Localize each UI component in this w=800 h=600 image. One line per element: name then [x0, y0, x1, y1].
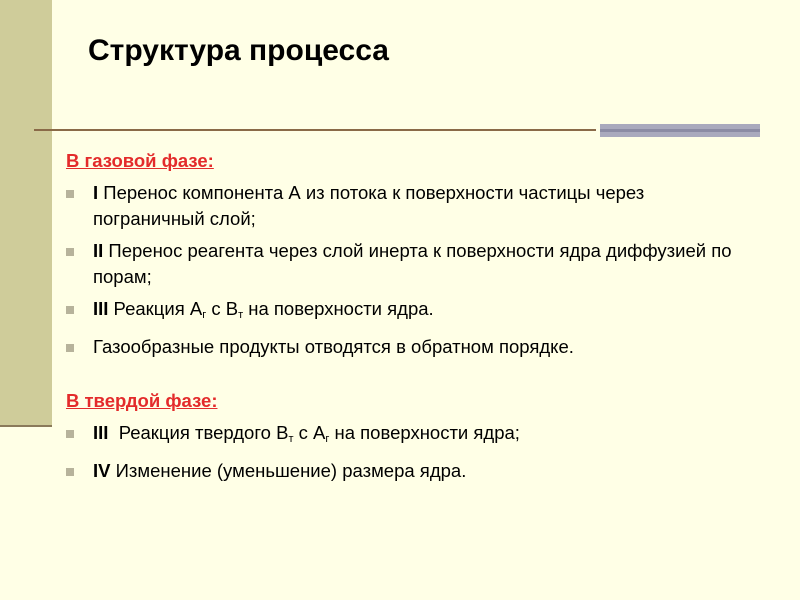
gas-phase-list [66, 180, 756, 360]
gas-phase-heading: В газовой фазе: [66, 150, 214, 171]
square-bullet-icon [66, 344, 74, 352]
slide-title: Структура процесса [88, 34, 389, 67]
square-bullet-icon [66, 190, 74, 198]
title-divider-accent [600, 124, 760, 137]
step-text-part: Реакция А [108, 298, 203, 319]
step-number: III [93, 422, 109, 443]
step-text-part: на поверхности ядра; [329, 422, 520, 443]
step-text: Газообразные продукты отводятся в обратном порядке. [93, 336, 574, 357]
list-item [66, 238, 756, 290]
step-text: Перенос компонента А из потока к поверхности частицы через пограничный слой; [93, 182, 645, 229]
square-bullet-icon [66, 430, 74, 438]
list-item [66, 296, 756, 328]
step-text-part: с А [293, 422, 326, 443]
list-item [66, 458, 756, 484]
step-text-part: с В [206, 298, 239, 319]
square-bullet-icon [66, 248, 74, 256]
title-divider-line [34, 129, 596, 131]
step-text-part: на поверхности ядра. [243, 298, 434, 319]
step-text: Изменение (уменьшение) размера ядра. [110, 460, 467, 481]
step-number: IV [93, 460, 111, 481]
solid-phase-heading: В твердой фазе: [66, 390, 218, 411]
subscript: г [202, 309, 207, 321]
left-band-underline [0, 425, 52, 427]
subscript: т [288, 433, 294, 445]
step-number: I [93, 182, 99, 203]
step-text-part: Реакция твердого В [108, 422, 289, 443]
list-item [66, 334, 756, 360]
step-number: II [93, 240, 104, 261]
square-bullet-icon [66, 306, 74, 314]
subscript: г [325, 433, 330, 445]
step-number: III [93, 298, 109, 319]
solid-phase-list [66, 420, 756, 484]
square-bullet-icon [66, 468, 74, 476]
subscript: т [238, 309, 244, 321]
slide-content [66, 148, 756, 490]
step-text: Перенос реагента через слой инерта к поверхности ядра диффузией по порам; [93, 240, 732, 287]
left-decorative-band [0, 0, 52, 425]
list-item [66, 420, 756, 452]
list-item [66, 180, 756, 232]
